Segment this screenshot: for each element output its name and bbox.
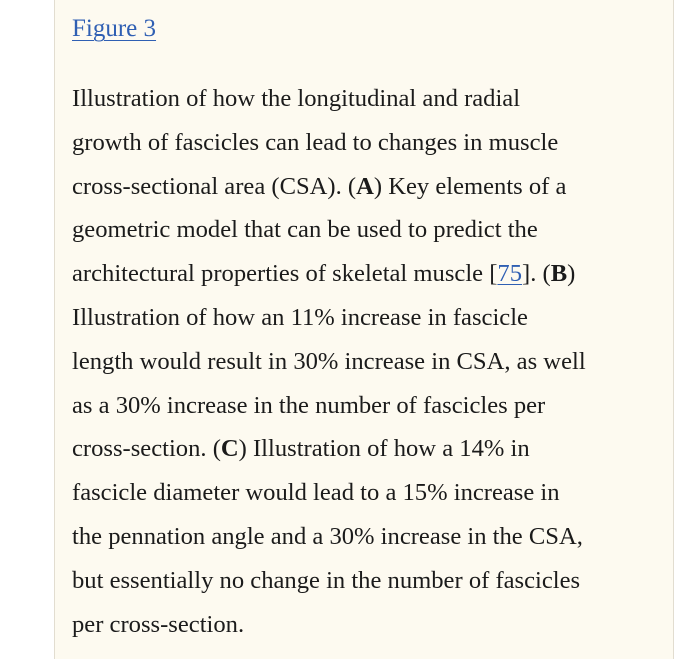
caption-line-1: Illustration of how the longitudinal and radial	[72, 85, 521, 112]
caption-text: architectural properties of skeletal muscle [	[72, 260, 498, 288]
caption-line-12: but essentially no change in the number of fascicles	[72, 566, 581, 594]
caption-line-11: the pennation angle and a 30% increase in the CSA,	[72, 522, 583, 550]
caption-line-8: as a 30% increase in the number of fascicles per	[72, 391, 546, 419]
figure-caption	[72, 77, 652, 646]
caption-line-13: per cross-section.	[72, 610, 245, 638]
caption-line-3	[72, 165, 652, 209]
caption-line-2: growth of fascicles can lead to changes in muscle	[72, 128, 559, 156]
panel-label-a: A	[356, 172, 374, 200]
caption-text: ) Illustration of how a 14% in	[238, 435, 530, 463]
caption-line-4: geometric model that can be used to predict the	[72, 216, 538, 244]
caption-text: ]. (	[522, 260, 551, 288]
caption-text: cross-sectional area (CSA). (	[72, 172, 357, 200]
caption-line-5	[72, 252, 652, 296]
caption-text: )	[567, 260, 576, 288]
caption-line-9	[72, 427, 652, 471]
caption-line-6: Illustration of how an 11% increase in fascicle	[72, 303, 528, 331]
panel-label-b: B	[550, 260, 568, 288]
caption-line-7: length would result in 30% increase in CSA, as well	[72, 347, 586, 375]
figure-title-link[interactable]: Figure 3	[72, 15, 157, 42]
caption-line-10: fascicle diameter would lead to a 15% increase in	[72, 479, 560, 507]
panel-label-c: C	[220, 435, 239, 463]
reference-link-75[interactable]: 75	[497, 260, 523, 288]
caption-text: cross-section. (	[72, 435, 221, 463]
caption-text: ) Key elements of a	[373, 172, 567, 200]
